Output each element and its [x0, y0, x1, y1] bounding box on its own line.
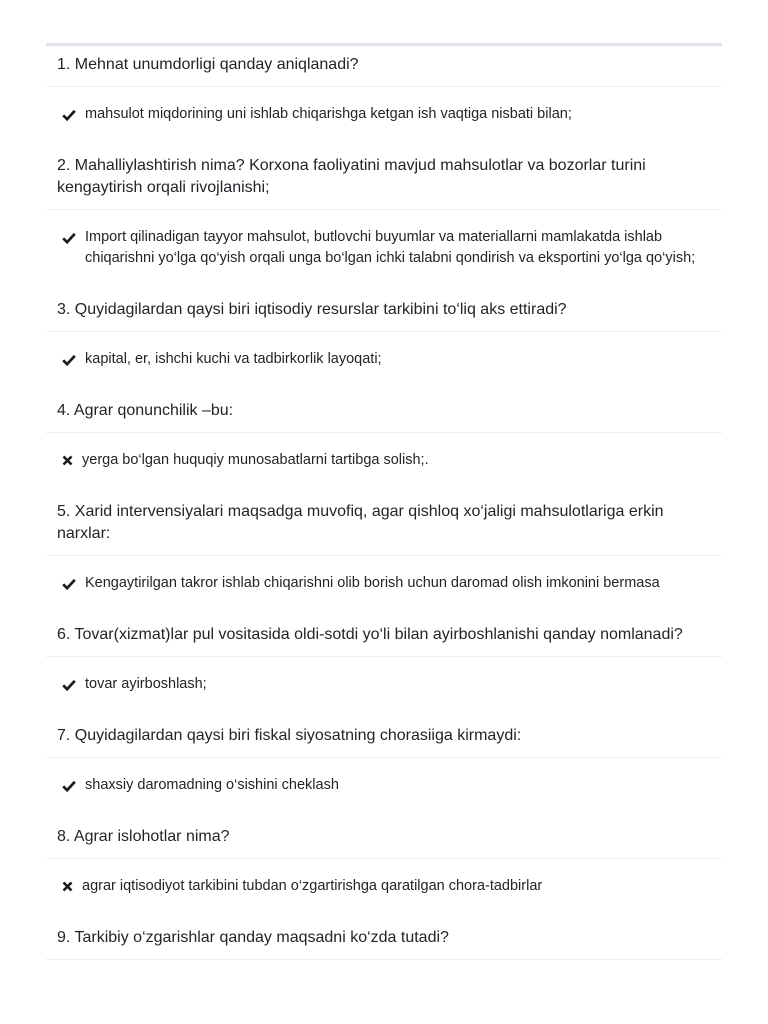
- answer-text: yerga bo‘lgan huquqiy munosabatlarni tartibga solish;.: [82, 452, 429, 468]
- question-text: 7. Quyidagilardan qaysi biri fiskal siyosatning chorasiiga kirmaydi:: [57, 727, 522, 744]
- question-row: [46, 493, 722, 556]
- check-icon: [62, 780, 76, 792]
- question-row: [46, 616, 722, 657]
- quiz-results-list: [46, 43, 722, 960]
- answer-text: shaxsiy daromadning o‘sishini cheklash: [85, 777, 339, 793]
- check-icon: [62, 679, 76, 691]
- answer-row: [46, 87, 722, 147]
- question-text: 3. Quyidagilardan qaysi biri iqtisodiy resurslar tarkibini to‘liq aks ettiradi?: [57, 301, 567, 318]
- answer-text: mahsulot miqdorining uni ishlab chiqarishga ketgan ish vaqtiga nisbati bilan;: [85, 106, 572, 122]
- answer-row: [46, 657, 722, 717]
- question-text: 1. Mehnat unumdorligi qanday aniqlanadi?: [57, 56, 359, 73]
- question-row: [46, 717, 722, 758]
- check-icon: [62, 109, 76, 121]
- cross-icon: [62, 455, 73, 466]
- answer-text: tovar ayirboshlash;: [85, 676, 207, 692]
- answer-row: [46, 859, 722, 919]
- answer-text: Kengaytirilgan takror ishlab chiqarishni olib borish uchun daromad olish imkonini bermasa: [85, 575, 660, 591]
- answer-row: [46, 758, 722, 818]
- answer-row: [46, 332, 722, 392]
- answer-row: [46, 210, 722, 291]
- question-text: 2. Mahalliylashtirish nima? Korxona faoliyatini mavjud mahsulotlar va bozorlar turini kengaytirish orqali rivojlanishi;: [57, 157, 646, 196]
- answer-text: Import qilinadigan tayyor mahsulot, butlovchi buyumlar va materiallarni mamlakatda ishlab chiqarishni yo‘lga qo‘yish orqali unga bo‘lgan ichki talabni qondirish va eksportini yo‘lga qo‘yish;: [85, 229, 696, 266]
- question-text: 5. Xarid intervensiyalari maqsadga muvofiq, agar qishloq xo‘jaligi mahsulotlariga erkin narxlar:: [57, 503, 664, 542]
- answer-text: kapital, er, ishchi kuchi va tadbirkorlik layoqati;: [85, 351, 382, 367]
- question-text: 8. Agrar islohotlar nima?: [57, 828, 230, 845]
- answer-row: [46, 433, 722, 493]
- question-text: 4. Agrar qonunchilik –bu:: [57, 402, 234, 419]
- answer-row: [46, 556, 722, 616]
- question-row: [46, 818, 722, 859]
- check-icon: [62, 354, 76, 366]
- question-text: 9. Tarkibiy o‘zgarishlar qanday maqsadni ko‘zda tutadi?: [57, 929, 449, 946]
- question-row: [46, 919, 722, 960]
- check-icon: [62, 232, 76, 244]
- question-row: [46, 392, 722, 433]
- question-row: [46, 291, 722, 332]
- question-text: 6. Tovar(xizmat)lar pul vositasida oldi-sotdi yo‘li bilan ayirboshlanishi qanday nomlanadi?: [57, 626, 683, 643]
- check-icon: [62, 578, 76, 590]
- question-row: [46, 46, 722, 87]
- question-row: [46, 147, 722, 210]
- cross-icon: [62, 881, 73, 892]
- answer-text: agrar iqtisodiyot tarkibini tubdan o‘zgartirishga qaratilgan chora-tadbirlar: [82, 878, 543, 894]
